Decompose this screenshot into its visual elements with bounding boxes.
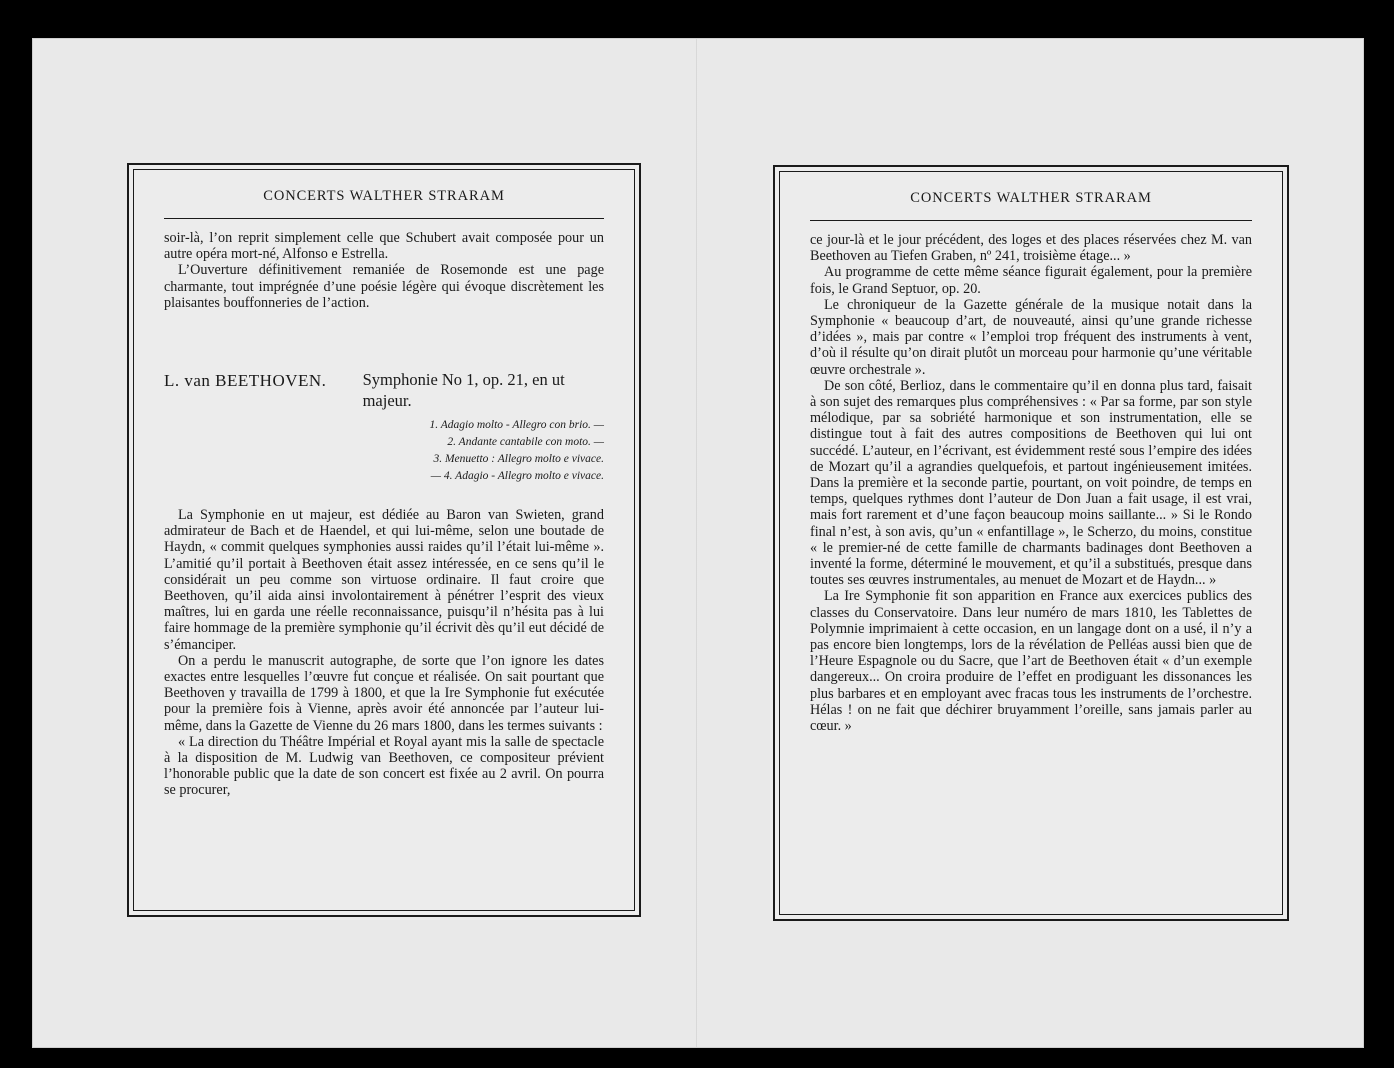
left-running-head: CONCERTS WALTHER STRARAM	[263, 188, 505, 204]
left-paragraph-3: La Symphonie en ut majeur, est dédiée au Baron van Swieten, grand admirateur de Bach et de Haendel, et qui lui-même, selon une boutade de Haydn, « commit quelques symphonies aussi raides qu’il l’était lui-même ». L’amitié qu’il portait à Beethoven était assez intéressée, en ce sens qu’il le considérait un peu comme son virtuose ordinaire. Il faut croire que Beethoven, qu’il aida ainsi involontairement à pénétrer l’esprit des vieux maîtres, lui en garda une réelle reconnaissance, puisqu’il n’hésita pas à lui faire hommage de la première symphonie qu’il écrivit dès qu’il eut décidé de s’émanciper.	[164, 507, 604, 653]
left-paragraph-5: « La direction du Théâtre Impérial et Royal ayant mis la salle de spectacle à la disposition de M. Ludwig van Beethoven, ce compositeur prévient l’honorable public que la date de son concert est fixée au 2 avril. On pourra se procurer,	[164, 733, 604, 799]
left-paragraph-2: L’Ouverture définitivement remaniée de Rosemonde est une page charmante, tout imprégnée d’une poésie légère qui évoque discrètement les plaisantes bouffonneries de l’action.	[164, 262, 604, 311]
movement-item: — 4. Adagio - Allegro molto e vivace.	[430, 470, 604, 483]
right-paragraph-5: La Ire Symphonie fit son apparition en France aux exercices publics des classes du Conservatoire. Dans leur numéro de mars 1810, les Tablettes de Polymnie imprimaient à cette occasion, en un langage dont on a usé, il n’y a pas encore bien longtemps, lors de la révélation de Pelléas aussi bien que de l’Heure Espagnole ou du Sacre, que l’art de Beethoven était « d’un exemple dangereux... On croira produire de l’effet en prodiguant les dissonances les plus barbares et en employant avec fracas tous les instruments de l’orchestre. Hélas ! on ne fait que déchirer bruyamment l’oreille, sans jamais parler au cœur. »	[810, 588, 1252, 735]
work-title: Symphonie No 1, op. 21, en ut majeur.	[362, 370, 565, 411]
work-heading	[164, 369, 604, 411]
movement-item: 1. Adagio molto - Allegro con brio. —	[429, 419, 604, 432]
left-page-content	[164, 183, 604, 903]
right-paragraph-3: Le chroniqueur de la Gazette générale de la musique notait dans la Symphonie « beaucoup d’art, de nouveauté, ainsi qu’une grande richesse d’idées », mais par contre « l’emploi trop fréquent des instruments à vent, d’où il résulte qu’on dirait plutôt un morceau pour harmonie qu’une véritable œuvre orchestrale ».	[810, 296, 1252, 378]
movement-item: 3. Menuetto : Allegro molto e vivace.	[433, 453, 604, 466]
composer-name: L. van BEETHOVEN.	[164, 371, 327, 391]
book-spine	[696, 39, 698, 1047]
left-paragraph-4: On a perdu le manuscrit autographe, de sorte que l’on ignore les dates exactes entre lesquelles l’œuvre fut conçue et réalisée. On sait pourtant que Beethoven y travailla de 1799 à 1800, et que la Ire Symphonie fut exécutée pour la première fois à Vienne, après avoir été annoncée par l’auteur lui-même, dans la Gazette de Vienne du 26 mars 1800, dans les termes suivants :	[164, 652, 604, 734]
right-running-head: CONCERTS WALTHER STRARAM	[910, 190, 1152, 206]
right-paragraph-2: Au programme de cette même séance figurait également, pour la première fois, le Grand Septuor, op. 20.	[810, 264, 1252, 297]
movement-list	[344, 417, 604, 485]
book-spread	[32, 38, 1364, 1048]
left-page-frame	[127, 163, 641, 917]
right-header-rule	[810, 220, 1252, 221]
movement-item: 2. Andante cantabile con moto. —	[447, 436, 604, 449]
right-paragraph-4: De son côté, Berlioz, dans le commentaire qu’il en donna plus tard, faisait à son sujet des remarques plus compréhensives : « Par sa forme, par son style mélodique, par sa sobriété harmonique et son instrumentation, elle se distingue tout à fait des autres compositions de Beethoven qui lui ont succédé. L’auteur, en l’écrivant, est évidemment resté sous l’empire des idées de Mozart qu’il a agrandies quelquefois, et partout ingénieusement imitées. Dans la première et la seconde partie, pourtant, on voit poindre, de temps en temps, quelques rythmes dont l’auteur de Don Juan a fait usage, il est vrai, mais fort rarement et d’une façon beaucoup moins saillante... » Si le Rondo final n’est, à son avis, qu’un « enfantillage », le Scherzo, du moins, constitue « le premier-né de cette famille de charmants badinages dont Beethoven a inventé la forme, déterminé le mouvement, et qu’il a substitués, presque dans toutes ses œuvres instrumentales, au menuet de Mozart et de Haydn... »	[810, 377, 1252, 589]
left-paragraph-1: soir-là, l’on reprit simplement celle que Schubert avait composée pour un autre opéra mort-né, Alfonso e Estrella.	[164, 230, 604, 263]
left-header-rule	[164, 218, 604, 219]
right-paragraph-1: ce jour-là et le jour précédent, des loges et des places réservées chez M. van Beethoven au Tiefen Graben, nº 241, troisième étage... »	[810, 232, 1252, 265]
right-page-frame	[773, 165, 1289, 921]
right-page-content	[810, 185, 1252, 907]
